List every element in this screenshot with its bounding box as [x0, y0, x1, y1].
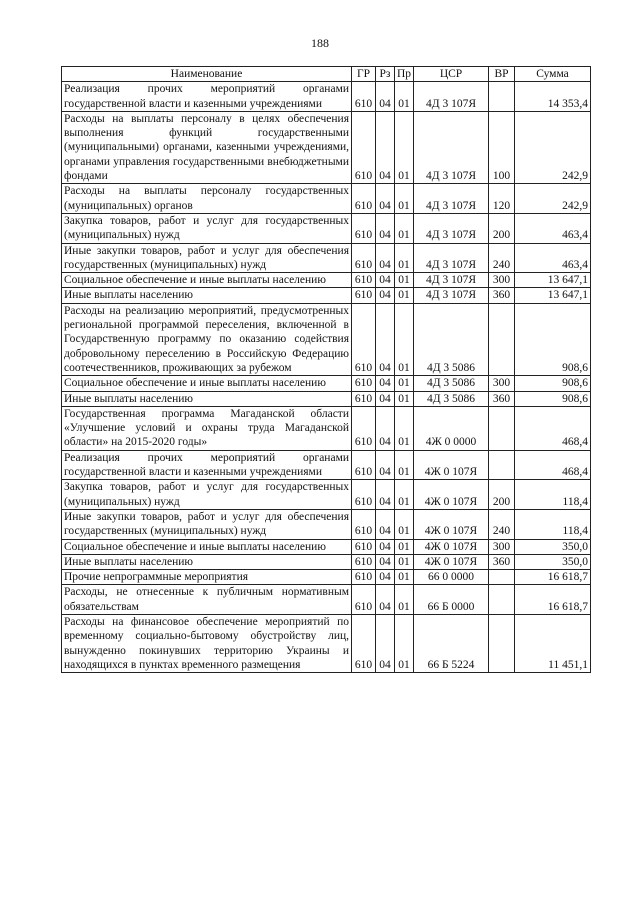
- row-pr: 01: [395, 480, 414, 510]
- row-rz: 04: [376, 585, 395, 615]
- row-vr: 360: [489, 554, 515, 569]
- row-pr: 01: [395, 450, 414, 480]
- row-name: Расходы на финансовое обеспечение мероприятий по временному социально-бытовому обустройству лиц, вынужденно покинувших территорию Украины и находящихся в пунктах временного размещения: [62, 614, 352, 672]
- row-pr: 01: [395, 273, 414, 288]
- row-csr: 66 Б 0000: [414, 585, 489, 615]
- row-gr: 610: [352, 391, 376, 406]
- table-row: [62, 213, 591, 243]
- page-number: 188: [311, 36, 329, 50]
- table-row: [62, 539, 591, 554]
- row-sum: 16 618,7: [515, 570, 591, 585]
- row-sum: 908,6: [515, 376, 591, 391]
- row-rz: 04: [376, 480, 395, 510]
- row-name: Социальное обеспечение и иные выплаты населению: [62, 539, 352, 554]
- row-gr: 610: [352, 82, 376, 112]
- row-csr: 4Д 3 5086: [414, 376, 489, 391]
- row-pr: 01: [395, 614, 414, 672]
- row-rz: 04: [376, 288, 395, 303]
- row-sum: 908,6: [515, 303, 591, 375]
- table-body: [62, 82, 591, 673]
- table-row: [62, 391, 591, 406]
- row-rz: 04: [376, 303, 395, 375]
- row-gr: 610: [352, 111, 376, 183]
- table-row: [62, 184, 591, 214]
- row-rz: 04: [376, 406, 395, 450]
- table-row: [62, 570, 591, 585]
- row-gr: 610: [352, 585, 376, 615]
- row-name: Иные закупки товаров, работ и услуг для обеспечения государственных (муниципальных) нужд: [62, 509, 352, 539]
- row-sum: 13 647,1: [515, 273, 591, 288]
- row-vr: 360: [489, 391, 515, 406]
- row-vr: [489, 303, 515, 375]
- row-gr: 610: [352, 480, 376, 510]
- budget-table: [61, 66, 591, 673]
- table-row: [62, 406, 591, 450]
- table-row: [62, 288, 591, 303]
- row-csr: 4Ж 0 107Я: [414, 539, 489, 554]
- table-row: [62, 480, 591, 510]
- row-vr: [489, 82, 515, 112]
- row-vr: 100: [489, 111, 515, 183]
- row-gr: 610: [352, 450, 376, 480]
- row-name: Расходы, не отнесенные к публичным нормативным обязательствам: [62, 585, 352, 615]
- row-gr: 610: [352, 273, 376, 288]
- row-sum: 468,4: [515, 406, 591, 450]
- table-row: [62, 82, 591, 112]
- row-name: Закупка товаров, работ и услуг для государственных (муниципальных) нужд: [62, 213, 352, 243]
- row-rz: 04: [376, 554, 395, 569]
- row-csr: 4Д 3 107Я: [414, 213, 489, 243]
- row-pr: 01: [395, 509, 414, 539]
- header-name: Наименование: [62, 67, 352, 82]
- header-sum: Сумма: [515, 67, 591, 82]
- row-vr: 200: [489, 480, 515, 510]
- row-rz: 04: [376, 539, 395, 554]
- row-pr: 01: [395, 111, 414, 183]
- row-name: Расходы на реализацию мероприятий, предусмотренных региональной программой переселения, включенной в Государственную программу по оказанию содействия добровольному переселению в Российскую Федерацию соотечественников, проживающих за рубежом: [62, 303, 352, 375]
- row-name: Социальное обеспечение и иные выплаты населению: [62, 273, 352, 288]
- row-name: Иные выплаты населению: [62, 554, 352, 569]
- row-gr: 610: [352, 554, 376, 569]
- table-row: [62, 273, 591, 288]
- row-sum: 242,9: [515, 184, 591, 214]
- table-row: [62, 303, 591, 375]
- row-vr: [489, 570, 515, 585]
- row-csr: 4Д 3 107Я: [414, 273, 489, 288]
- row-name: Расходы на выплаты персоналу в целях обеспечения выполнения функций государственными (муниципальными) органами, казенными учреждениями, органами управления государственными внебюджетными фондами: [62, 111, 352, 183]
- header-gr: ГР: [352, 67, 376, 82]
- row-csr: 66 Б 5224: [414, 614, 489, 672]
- row-rz: 04: [376, 391, 395, 406]
- row-pr: 01: [395, 376, 414, 391]
- row-vr: 300: [489, 539, 515, 554]
- row-vr: [489, 406, 515, 450]
- header-csr: ЦСР: [414, 67, 489, 82]
- row-vr: 300: [489, 376, 515, 391]
- row-pr: 01: [395, 585, 414, 615]
- row-pr: 01: [395, 82, 414, 112]
- row-pr: 01: [395, 303, 414, 375]
- row-gr: 610: [352, 288, 376, 303]
- row-vr: 360: [489, 288, 515, 303]
- row-name: Государственная программа Магаданской области «Улучшение условий и охраны труда Магаданской области» на 2015-2020 годы»: [62, 406, 352, 450]
- row-gr: 610: [352, 570, 376, 585]
- row-name: Прочие непрограммные мероприятия: [62, 570, 352, 585]
- row-csr: 4Д 3 5086: [414, 391, 489, 406]
- table-row: [62, 509, 591, 539]
- row-name: Иные выплаты населению: [62, 391, 352, 406]
- row-csr: 4Д 3 5086: [414, 303, 489, 375]
- row-sum: 11 451,1: [515, 614, 591, 672]
- row-name: Реализация прочих мероприятий органами государственной власти и казенными учреждениями: [62, 82, 352, 112]
- row-vr: 200: [489, 213, 515, 243]
- row-vr: 240: [489, 243, 515, 273]
- row-csr: 4Ж 0 107Я: [414, 480, 489, 510]
- row-rz: 04: [376, 570, 395, 585]
- row-name: Иные выплаты населению: [62, 288, 352, 303]
- row-pr: 01: [395, 539, 414, 554]
- row-rz: 04: [376, 184, 395, 214]
- row-pr: 01: [395, 288, 414, 303]
- row-gr: 610: [352, 376, 376, 391]
- table-header-row: [62, 67, 591, 82]
- table-row: [62, 450, 591, 480]
- row-vr: 120: [489, 184, 515, 214]
- row-csr: 4Д 3 107Я: [414, 82, 489, 112]
- row-pr: 01: [395, 406, 414, 450]
- table-row: [62, 585, 591, 615]
- row-sum: 16 618,7: [515, 585, 591, 615]
- row-name: Социальное обеспечение и иные выплаты населению: [62, 376, 352, 391]
- row-sum: 118,4: [515, 509, 591, 539]
- row-name: Реализация прочих мероприятий органами государственной власти и казенными учреждениями: [62, 450, 352, 480]
- row-gr: 610: [352, 539, 376, 554]
- row-vr: [489, 585, 515, 615]
- row-sum: 14 353,4: [515, 82, 591, 112]
- row-gr: 610: [352, 303, 376, 375]
- row-csr: 4Ж 0 107Я: [414, 509, 489, 539]
- row-csr: 66 0 0000: [414, 570, 489, 585]
- row-gr: 610: [352, 614, 376, 672]
- row-pr: 01: [395, 554, 414, 569]
- table-row: [62, 614, 591, 672]
- row-name: Иные закупки товаров, работ и услуг для обеспечения государственных (муниципальных) нужд: [62, 243, 352, 273]
- row-rz: 04: [376, 450, 395, 480]
- row-csr: 4Ж 0 107Я: [414, 554, 489, 569]
- row-sum: 463,4: [515, 213, 591, 243]
- row-rz: 04: [376, 111, 395, 183]
- row-rz: 04: [376, 82, 395, 112]
- row-sum: 242,9: [515, 111, 591, 183]
- row-csr: 4Ж 0 0000: [414, 406, 489, 450]
- row-csr: 4Д 3 107Я: [414, 243, 489, 273]
- row-csr: 4Ж 0 107Я: [414, 450, 489, 480]
- header-pr: Пр: [395, 67, 414, 82]
- row-vr: 300: [489, 273, 515, 288]
- row-gr: 610: [352, 406, 376, 450]
- row-gr: 610: [352, 243, 376, 273]
- row-sum: 350,0: [515, 539, 591, 554]
- row-sum: 118,4: [515, 480, 591, 510]
- row-sum: 350,0: [515, 554, 591, 569]
- header-vr: ВР: [489, 67, 515, 82]
- row-sum: 468,4: [515, 450, 591, 480]
- row-pr: 01: [395, 184, 414, 214]
- table-row: [62, 554, 591, 569]
- row-rz: 04: [376, 243, 395, 273]
- row-rz: 04: [376, 509, 395, 539]
- row-rz: 04: [376, 213, 395, 243]
- row-gr: 610: [352, 184, 376, 214]
- row-vr: [489, 450, 515, 480]
- row-csr: 4Д 3 107Я: [414, 184, 489, 214]
- row-sum: 908,6: [515, 391, 591, 406]
- row-sum: 463,4: [515, 243, 591, 273]
- row-pr: 01: [395, 213, 414, 243]
- row-gr: 610: [352, 509, 376, 539]
- row-name: Закупка товаров, работ и услуг для государственных (муниципальных) нужд: [62, 480, 352, 510]
- row-name: Расходы на выплаты персоналу государственных (муниципальных) органов: [62, 184, 352, 214]
- row-rz: 04: [376, 376, 395, 391]
- row-sum: 13 647,1: [515, 288, 591, 303]
- row-gr: 610: [352, 213, 376, 243]
- table-row: [62, 376, 591, 391]
- row-pr: 01: [395, 570, 414, 585]
- row-rz: 04: [376, 614, 395, 672]
- header-rz: Рз: [376, 67, 395, 82]
- row-rz: 04: [376, 273, 395, 288]
- row-pr: 01: [395, 243, 414, 273]
- row-vr: [489, 614, 515, 672]
- table-row: [62, 243, 591, 273]
- row-csr: 4Д 3 107Я: [414, 111, 489, 183]
- table-row: [62, 111, 591, 183]
- row-csr: 4Д 3 107Я: [414, 288, 489, 303]
- row-vr: 240: [489, 509, 515, 539]
- row-pr: 01: [395, 391, 414, 406]
